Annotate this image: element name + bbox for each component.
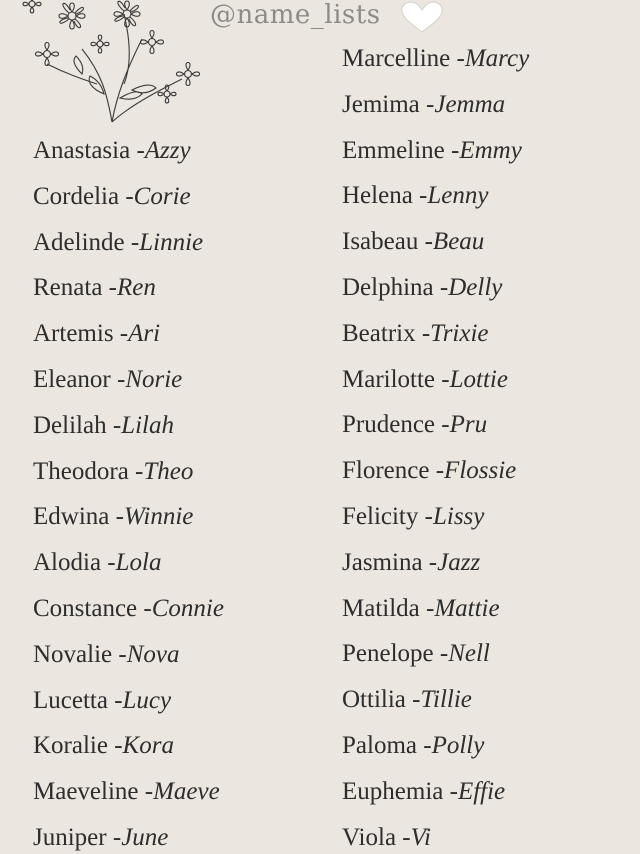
name-entry: [342, 777, 505, 807]
name-separator: -: [137, 595, 152, 622]
full-name: Beatrix: [342, 319, 416, 347]
name-separator: -: [435, 411, 450, 439]
name-separator: -: [106, 824, 122, 851]
full-name: Felicity: [342, 503, 419, 530]
name-entry: [342, 548, 480, 578]
name-separator: -: [113, 320, 129, 348]
full-name: Eleanor: [33, 366, 111, 393]
nickname: Beau: [432, 228, 485, 256]
nickname: Polly: [431, 732, 485, 759]
name-entry: [342, 639, 490, 669]
full-name: Renata: [33, 274, 103, 302]
name-entry: [33, 502, 193, 532]
full-name: Jasmina: [342, 548, 423, 576]
full-name: Cordelia: [33, 182, 120, 210]
name-separator: -: [405, 686, 421, 714]
full-name: Matilda: [342, 594, 420, 622]
nickname: Nell: [448, 640, 490, 668]
full-name: Alodia: [33, 549, 102, 577]
name-separator: -: [128, 457, 144, 485]
nickname: Linnie: [139, 228, 204, 256]
full-name: Isabeau: [342, 228, 419, 256]
name-entry: [342, 273, 502, 303]
nickname: Trixie: [430, 319, 489, 347]
full-name: Prudence: [342, 411, 436, 439]
nickname: Ren: [117, 274, 156, 302]
name-entry: [33, 365, 182, 395]
full-name: Edwina: [33, 503, 110, 531]
name-separator: -: [102, 274, 117, 302]
name-separator: -: [435, 365, 450, 393]
name-separator: -: [124, 228, 140, 256]
name-separator: -: [433, 640, 449, 668]
nickname: Pru: [449, 411, 488, 439]
nickname: Nova: [126, 640, 180, 668]
name-separator: -: [433, 274, 449, 301]
name-entry: [342, 456, 516, 486]
name-separator: -: [107, 732, 123, 760]
name-entry: [33, 777, 220, 807]
nickname: Lilah: [121, 411, 174, 439]
nickname: Maeve: [153, 778, 220, 806]
name-entry: [33, 640, 180, 670]
name-separator: -: [419, 90, 435, 118]
floral-sketch-icon: [12, 0, 212, 124]
nickname: Kora: [122, 732, 174, 760]
full-name: Penelope: [342, 640, 434, 668]
nickname: Norie: [125, 366, 183, 393]
name-entry: [342, 410, 487, 440]
name-entry: [33, 548, 161, 578]
full-name: Emmeline: [342, 136, 445, 164]
name-entry: [342, 227, 484, 257]
name-entry: [33, 182, 191, 212]
name-entry: [33, 823, 168, 853]
nickname: Lottie: [449, 365, 508, 393]
name-separator: -: [138, 778, 154, 806]
nickname: Jazz: [437, 548, 481, 576]
full-name: Euphemia: [342, 777, 444, 805]
full-name: Theodora: [33, 457, 129, 485]
name-separator: -: [101, 549, 116, 577]
full-name: Marcelline: [342, 45, 451, 72]
name-separator: -: [418, 228, 433, 256]
full-name: Anastasia: [33, 137, 131, 164]
name-separator: -: [418, 503, 433, 530]
nickname: Delly: [448, 274, 503, 301]
nickname: Connie: [151, 595, 224, 622]
full-name: Marilotte: [342, 365, 436, 393]
nickname: Corie: [133, 182, 191, 210]
name-entry: [342, 823, 431, 853]
nickname: Mattie: [434, 594, 500, 622]
name-entry: [342, 502, 484, 532]
name-entry: [33, 228, 203, 258]
full-name: Viola: [342, 823, 397, 851]
full-name: Lucetta: [33, 686, 108, 714]
nickname: Winnie: [123, 503, 194, 531]
nickname: Ari: [128, 320, 161, 348]
name-entry: [342, 44, 529, 74]
nickname: June: [121, 824, 169, 851]
nickname: Tillie: [420, 686, 472, 714]
name-entry: [342, 319, 489, 349]
full-name: Ottilia: [342, 686, 406, 714]
name-entry: [342, 136, 522, 166]
nickname: Emmy: [459, 136, 522, 164]
name-separator: -: [422, 548, 438, 576]
nickname: Lola: [115, 549, 162, 577]
full-name: Delphina: [342, 274, 434, 301]
name-entry: [33, 594, 224, 624]
full-name: Artemis: [33, 320, 114, 348]
name-separator: -: [412, 182, 428, 210]
name-entry: [33, 457, 193, 487]
full-name: Delilah: [33, 411, 107, 439]
name-separator: -: [110, 366, 126, 393]
name-entry: [342, 685, 472, 715]
name-separator: -: [396, 823, 411, 851]
name-entry: [33, 136, 191, 166]
white-heart-icon: [398, 0, 446, 34]
name-separator: -: [109, 503, 124, 531]
full-name: Adelinde: [33, 228, 125, 256]
name-separator: -: [444, 136, 460, 164]
nickname: Azzy: [144, 137, 191, 164]
name-separator: -: [415, 319, 431, 347]
name-separator: -: [443, 777, 458, 805]
name-entry: [342, 365, 508, 395]
name-separator: -: [119, 182, 134, 210]
name-entry: [33, 319, 160, 349]
nickname: Lissy: [432, 503, 485, 530]
name-entry: [342, 90, 505, 120]
nickname: Effie: [457, 777, 506, 805]
name-separator: -: [130, 137, 145, 164]
nickname: Marcy: [464, 45, 530, 72]
full-name: Juniper: [33, 824, 107, 851]
nickname: Flossie: [444, 457, 517, 485]
name-separator: -: [417, 732, 432, 759]
full-name: Koralie: [33, 732, 108, 760]
full-name: Constance: [33, 595, 138, 622]
nickname: Vi: [410, 823, 431, 851]
account-handle: @name_lists: [210, 0, 381, 30]
full-name: Helena: [342, 182, 413, 210]
full-name: Jemima: [342, 90, 420, 118]
name-entry: [33, 686, 171, 716]
name-entry: [33, 273, 156, 303]
name-entry: [342, 181, 488, 211]
name-entry: [342, 731, 484, 761]
name-separator: -: [429, 457, 445, 485]
full-name: Florence: [342, 457, 430, 485]
name-entry: [33, 411, 174, 441]
full-name: Maeveline: [33, 778, 139, 806]
name-entry: [33, 731, 174, 761]
name-separator: -: [450, 45, 465, 72]
nickname: Lenny: [427, 182, 489, 210]
nickname: Jemma: [434, 90, 506, 118]
full-name: Paloma: [342, 732, 417, 759]
name-entry: [342, 594, 500, 624]
name-separator: -: [106, 411, 122, 439]
name-separator: -: [107, 686, 123, 714]
full-name: Novalie: [33, 640, 113, 668]
nickname: Theo: [143, 457, 194, 485]
nickname: Lucy: [122, 686, 172, 714]
name-separator: -: [112, 640, 127, 668]
name-separator: -: [419, 594, 435, 622]
